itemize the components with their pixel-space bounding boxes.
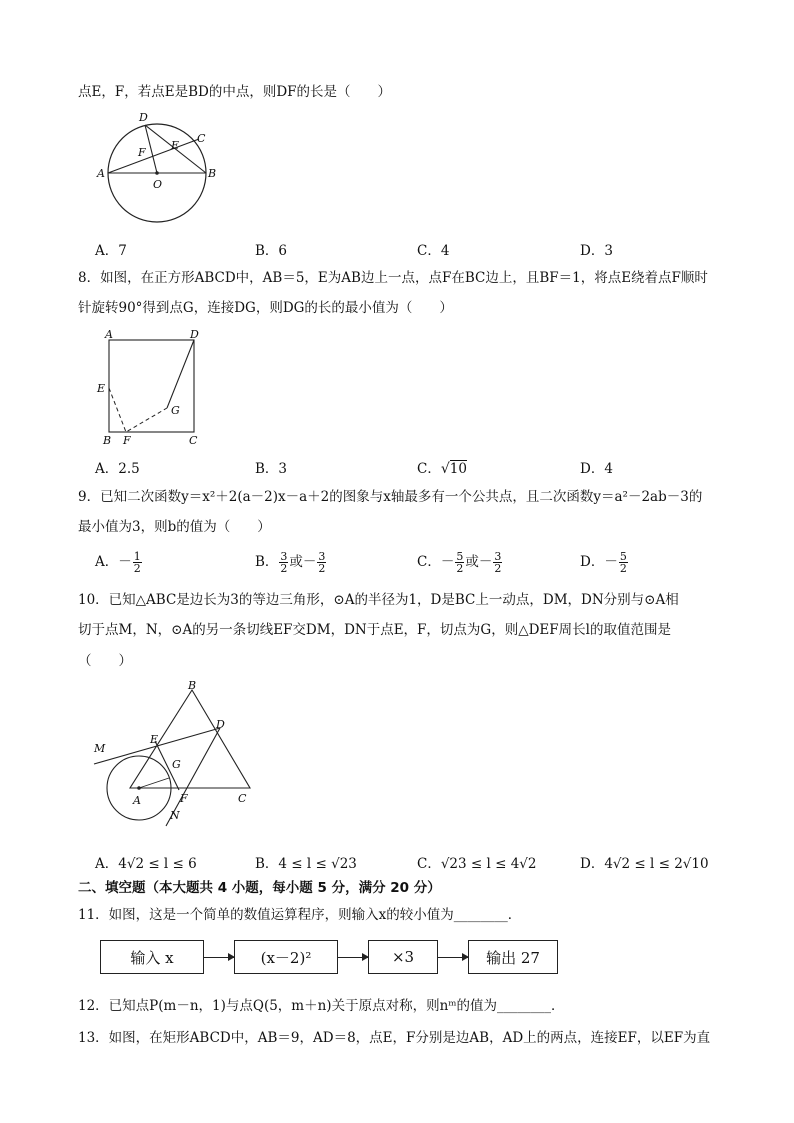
q10-label-a: A [133,794,141,807]
q8-option-a[interactable]: A．2.5 [95,461,140,477]
q10-text-2: 切于点M，N，⊙A的另一条切线EF交DM，DN于点E，F，切点为G，则△DEF周长l的取值范围是 [78,622,671,638]
q8-label-c: C [189,434,198,447]
q8-label-e: E [97,382,106,395]
q7-circle-figure [95,108,220,233]
q7-label-b: B [208,167,217,180]
q7-option-c[interactable]: C．4 [417,243,450,259]
q10-option-a[interactable]: A．4√2 ≤ l ≤ 6 [95,856,197,872]
q7-option-b[interactable]: B．6 [255,243,288,259]
q11-text: 11．如图，这是一个简单的数值运算程序，则输入x的较小值为________． [78,907,522,923]
q8-option-c-radicand: 10 [449,461,467,477]
flow-arrow-3 [438,957,468,958]
q8-text-1: 8．如图，在正方形ABCD中，AB＝5，E为AB边上一点，点F在BC边上，且BF＝1，将点E绕着点F顺时 [78,270,708,286]
q12-text: 12．已知点P(m－n，1)与点Q(5，m＋n)关于原点对称，则nᵐ的值为________． [78,998,565,1014]
q10-options [95,852,735,874]
flow-multiply-box: ×3 [368,940,438,974]
q7-options [95,239,735,261]
q9-option-c[interactable]: C．－ $\frac{5}{2}$ 或－ $\frac{3}{2}$ [417,550,502,575]
q10-label-n: N [170,809,180,822]
flow-arrow-1 [204,957,234,958]
flow-square-box: (x－2)² [234,940,338,974]
q10-option-d[interactable]: D．4√2 ≤ l ≤ 2√10 [580,856,709,872]
q7-label-o: O [153,178,163,191]
q9-text-2: 最小值为3，则b的值为（ ） [78,519,271,535]
q13-text: 13．如图，在矩形ABCD中，AB＝9，AD＝8，点E，F分别是边AB，AD上的两点，连接EF，以EF为直 [78,1030,711,1046]
q8-label-g: G [171,404,180,417]
q8-option-d[interactable]: D．4 [580,461,613,477]
flow-input-box: 输入 x [100,940,204,974]
q8-label-d: D [190,328,199,341]
q10-text-3: （ ） [78,653,132,669]
q9-option-b[interactable]: B． $\frac{3}{2}$ 或－ $\frac{3}{2}$ [255,550,326,575]
flow-arrow-2 [338,957,368,958]
q7-label-e: E [171,139,180,152]
q7-option-d[interactable]: D．3 [580,243,613,259]
q10-label-f: F [180,792,188,805]
q10-option-c[interactable]: C．√23 ≤ l ≤ 4√2 [417,856,537,872]
q7-option-a[interactable]: A．7 [95,243,127,259]
q9-option-d[interactable]: D．－ $\frac{5}{2}$ [580,550,627,575]
q7-label-c: C [197,132,206,145]
q7-text: 点E，F，若点E是BD的中点，则DF的长是（ ） [78,84,392,100]
q8-square-figure [95,328,210,450]
q10-triangle-figure [90,680,260,830]
q10-label-g: G [172,758,181,771]
q7-label-d: D [139,111,148,124]
q7-label-f: F [138,146,146,159]
q10-label-d: D [216,718,225,731]
q8-options [95,457,735,479]
q8-label-a: A [105,328,113,341]
q7-label-a: A [97,167,105,180]
q10-option-b[interactable]: B．4 ≤ l ≤ √23 [255,856,357,872]
flow-output-box: 输出 27 [468,940,558,974]
section-heading: 二、填空题（本大题共 4 小题，每小题 5 分，满分 20 分） [78,880,441,896]
q9-text-1: 9．已知二次函数y＝x²＋2(a－2)x－a＋2的图象与x轴最多有一个公共点，且二次函数y＝a²－2ab－3的 [78,489,703,505]
q8-label-f: F [123,434,131,447]
q8-label-b: B [103,434,112,447]
q10-label-m: M [94,742,106,755]
q8-text-2: 针旋转90°得到点G，连接DG，则DG的长的最小值为（ ） [78,300,453,316]
q8-option-c[interactable]: C．√10 [417,461,467,477]
q9-option-a[interactable]: A．－ $\frac{1}{2}$ [95,550,141,575]
q9-options [95,550,735,582]
q10-label-e: E [150,733,159,746]
q8-option-b[interactable]: B．3 [255,461,288,477]
q10-text-1: 10．已知△ABC是边长为3的等边三角形，⊙A的半径为1，D是BC上一动点，DM，DN分别与⊙A相 [78,592,679,608]
q10-label-b: B [188,680,197,692]
q10-label-c: C [238,792,247,805]
